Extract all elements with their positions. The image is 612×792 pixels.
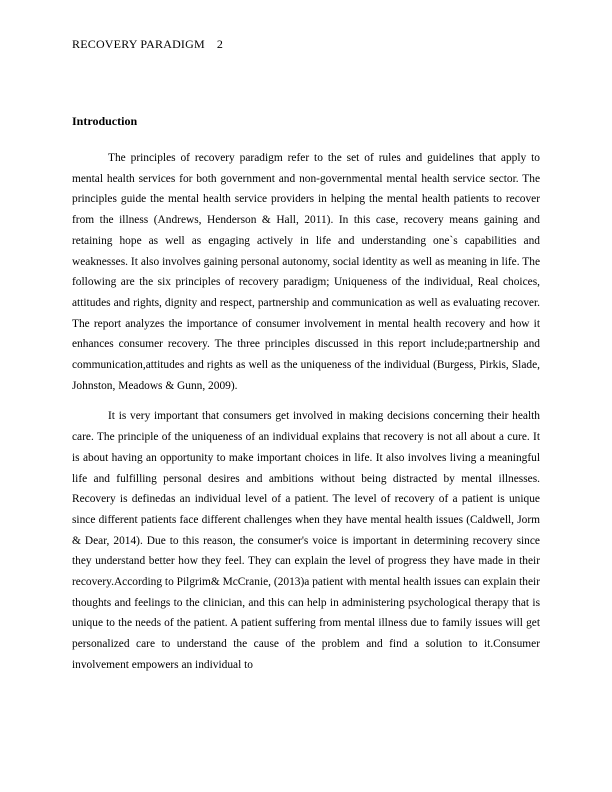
running-head-title: RECOVERY PARADIGM [72, 37, 205, 51]
running-head [72, 37, 223, 52]
paragraph-2: It is very important that consumers get involved in making decisions concerning their health care. The principle of the uniqueness of an individual explains that recovery is not all about a cure. It is about having an opportunity to make important choices in life. It also involves living a meaningful life and fulfilling personal desires and ambitions without being distracted by mental illnesses. Recovery is definedas an individual level of a patient. The level of recovery of a patient is unique since different patients face different challenges when they have mental health issues (Caldwell, Jorm & Dear, 2014). Due to this reason, the consumer's voice is important in determining recovery since they understand better how they feel. They can explain the level of progress they have made in their recovery.According to Pilgrim& McCranie, (2013)a patient with mental health issues can explain their thoughts and feelings to the clinician, and this can help in administering psychological therapy that is unique to the needs of the patient. A patient suffering from mental illness due to family issues will get personalized care to understand the cause of the problem and find a solution to it.Consumer involvement empowers an individual to [72, 410, 540, 671]
section-heading: Introduction [72, 114, 138, 128]
paragraph-1: The principles of recovery paradigm refer to the set of rules and guidelines that apply to mental health services for both government and non-governmental mental health service sector. The principles guide the mental health service providers in helping the mental health patients to recover from the illness (Andrews, Henderson & Hall, 2011). In this case, recovery means gaining and retaining hope as well as engaging actively in life and understanding one`s capabilities and weaknesses. It also involves gaining personal autonomy, social identity as well as meaning in life. The following are the six principles of recovery paradigm; Uniqueness of the individual, Real choices, attitudes and rights, dignity and respect, partnership and communication as well as evaluating recover. The report analyzes the importance of consumer involvement in mental health recovery and how it enhances consumer recovery. The three principles discussed in this report include;partnership and communication,attitudes and rights as well as the uniqueness of the individual (Burgess, Pirkis, Slade, Johnston, Meadows & Gunn, 2009). [72, 152, 540, 392]
page-number: 2 [216, 37, 224, 51]
document-body [72, 112, 540, 686]
